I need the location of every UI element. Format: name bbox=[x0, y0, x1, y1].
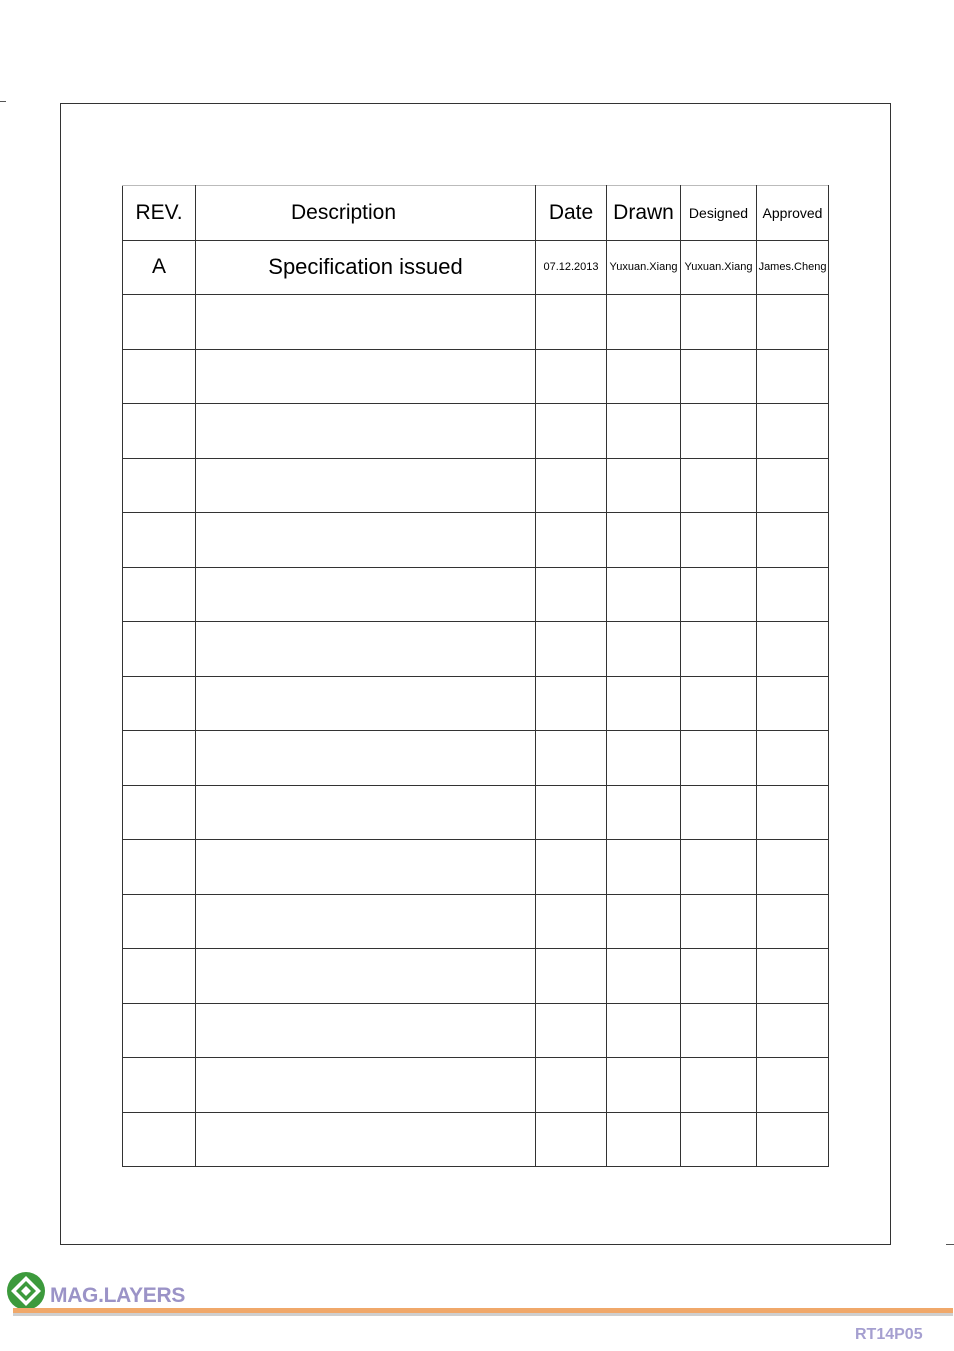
cell-rev bbox=[123, 840, 196, 895]
header-rev: REV. bbox=[123, 186, 196, 241]
cell-date bbox=[536, 785, 607, 840]
crop-mark-right bbox=[946, 1244, 954, 1245]
cell-rev bbox=[123, 785, 196, 840]
logo-text: MAG.LAYERS bbox=[50, 1284, 186, 1307]
cell-rev bbox=[123, 1112, 196, 1167]
header-date: Date bbox=[536, 186, 607, 241]
header-approved: Approved bbox=[757, 186, 829, 241]
cell-date bbox=[536, 1112, 607, 1167]
table-row bbox=[123, 513, 829, 568]
cell-designed bbox=[681, 622, 757, 677]
cell-description bbox=[196, 840, 536, 895]
cell-drawn: Yuxuan.Xiang bbox=[607, 240, 681, 295]
header-description: Description bbox=[196, 186, 536, 241]
table-row bbox=[123, 840, 829, 895]
cell-approved bbox=[757, 949, 829, 1004]
cell-designed bbox=[681, 458, 757, 513]
cell-drawn bbox=[607, 1058, 681, 1113]
cell-rev bbox=[123, 567, 196, 622]
cell-description bbox=[196, 349, 536, 404]
cell-approved bbox=[757, 404, 829, 459]
cell-approved bbox=[757, 1112, 829, 1167]
cell-approved bbox=[757, 622, 829, 677]
cell-designed bbox=[681, 295, 757, 350]
table-header-row bbox=[123, 186, 829, 241]
cell-rev bbox=[123, 458, 196, 513]
cell-approved bbox=[757, 894, 829, 949]
footer-bar-shadow bbox=[13, 1313, 953, 1316]
cell-approved bbox=[757, 840, 829, 895]
cell-designed bbox=[681, 840, 757, 895]
cell-description bbox=[196, 1112, 536, 1167]
cell-description bbox=[196, 458, 536, 513]
cell-approved bbox=[757, 1003, 829, 1058]
cell-rev bbox=[123, 731, 196, 786]
cell-date: 07.12.2013 bbox=[536, 240, 607, 295]
table-row bbox=[123, 731, 829, 786]
cell-drawn bbox=[607, 840, 681, 895]
cell-approved bbox=[757, 731, 829, 786]
cell-approved: James.Cheng bbox=[757, 240, 829, 295]
cell-date bbox=[536, 840, 607, 895]
cell-date bbox=[536, 676, 607, 731]
table-row bbox=[123, 949, 829, 1004]
cell-drawn bbox=[607, 949, 681, 1004]
cell-drawn bbox=[607, 622, 681, 677]
header-drawn: Drawn bbox=[607, 186, 681, 241]
cell-description bbox=[196, 894, 536, 949]
table-row bbox=[123, 349, 829, 404]
table-row bbox=[123, 676, 829, 731]
table-row bbox=[123, 1058, 829, 1113]
cell-description: Specification issued bbox=[196, 240, 536, 295]
table-row bbox=[123, 567, 829, 622]
cell-description bbox=[196, 949, 536, 1004]
table-row bbox=[123, 622, 829, 677]
cell-date bbox=[536, 295, 607, 350]
cell-description bbox=[196, 1003, 536, 1058]
revision-table bbox=[122, 185, 829, 1167]
header-designed: Designed bbox=[681, 186, 757, 241]
cell-description bbox=[196, 676, 536, 731]
cell-approved bbox=[757, 567, 829, 622]
cell-drawn bbox=[607, 295, 681, 350]
cell-rev bbox=[123, 513, 196, 568]
table-row bbox=[123, 1003, 829, 1058]
cell-approved bbox=[757, 513, 829, 568]
cell-date bbox=[536, 404, 607, 459]
cell-date bbox=[536, 1003, 607, 1058]
cell-drawn bbox=[607, 404, 681, 459]
cell-drawn bbox=[607, 567, 681, 622]
cell-drawn bbox=[607, 513, 681, 568]
cell-rev: A bbox=[123, 240, 196, 295]
table-row bbox=[123, 404, 829, 459]
cell-designed bbox=[681, 894, 757, 949]
crop-mark-left bbox=[0, 101, 6, 102]
cell-date bbox=[536, 349, 607, 404]
cell-designed bbox=[681, 567, 757, 622]
cell-approved bbox=[757, 458, 829, 513]
cell-rev bbox=[123, 894, 196, 949]
cell-date bbox=[536, 458, 607, 513]
cell-drawn bbox=[607, 458, 681, 513]
cell-designed bbox=[681, 676, 757, 731]
table-row bbox=[123, 458, 829, 513]
cell-description bbox=[196, 404, 536, 459]
cell-date bbox=[536, 622, 607, 677]
cell-drawn bbox=[607, 349, 681, 404]
cell-date bbox=[536, 731, 607, 786]
cell-approved bbox=[757, 1058, 829, 1113]
cell-rev bbox=[123, 349, 196, 404]
cell-rev bbox=[123, 404, 196, 459]
cell-date bbox=[536, 513, 607, 568]
table-row bbox=[123, 1112, 829, 1167]
cell-drawn bbox=[607, 731, 681, 786]
document-number: RT14P05 bbox=[855, 1326, 923, 1343]
cell-description bbox=[196, 622, 536, 677]
cell-drawn bbox=[607, 1003, 681, 1058]
cell-designed bbox=[681, 1058, 757, 1113]
table-row bbox=[123, 785, 829, 840]
cell-description bbox=[196, 295, 536, 350]
cell-rev bbox=[123, 1058, 196, 1113]
cell-description bbox=[196, 567, 536, 622]
cell-date bbox=[536, 567, 607, 622]
cell-approved bbox=[757, 785, 829, 840]
cell-designed bbox=[681, 1003, 757, 1058]
cell-drawn bbox=[607, 785, 681, 840]
cell-description bbox=[196, 731, 536, 786]
table-row bbox=[123, 240, 829, 295]
cell-designed bbox=[681, 949, 757, 1004]
cell-designed bbox=[681, 1112, 757, 1167]
cell-designed bbox=[681, 513, 757, 568]
cell-description bbox=[196, 513, 536, 568]
cell-rev bbox=[123, 676, 196, 731]
cell-approved bbox=[757, 295, 829, 350]
table-row bbox=[123, 295, 829, 350]
cell-designed bbox=[681, 785, 757, 840]
cell-date bbox=[536, 894, 607, 949]
cell-description bbox=[196, 1058, 536, 1113]
cell-rev bbox=[123, 1003, 196, 1058]
cell-designed bbox=[681, 731, 757, 786]
cell-drawn bbox=[607, 1112, 681, 1167]
cell-rev bbox=[123, 949, 196, 1004]
cell-description bbox=[196, 785, 536, 840]
cell-designed bbox=[681, 349, 757, 404]
cell-designed: Yuxuan.Xiang bbox=[681, 240, 757, 295]
cell-date bbox=[536, 1058, 607, 1113]
cell-approved bbox=[757, 349, 829, 404]
cell-drawn bbox=[607, 676, 681, 731]
cell-approved bbox=[757, 676, 829, 731]
cell-drawn bbox=[607, 894, 681, 949]
cell-date bbox=[536, 949, 607, 1004]
cell-rev bbox=[123, 295, 196, 350]
cell-designed bbox=[681, 404, 757, 459]
cell-rev bbox=[123, 622, 196, 677]
table-row bbox=[123, 894, 829, 949]
